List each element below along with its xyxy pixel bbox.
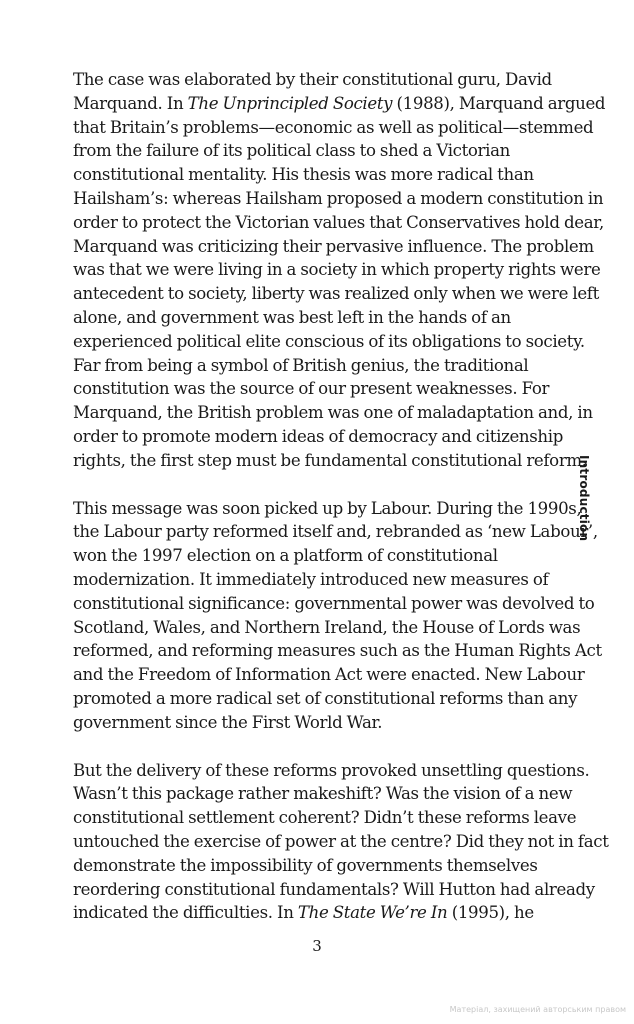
text-line	[73, 68, 573, 92]
text-segment: The case was elaborated by their constitutional guru, David	[73, 70, 552, 89]
text-line	[73, 687, 578, 711]
text-line	[73, 377, 573, 401]
text-segment: Marquand was criticizing their pervasive influence. The problem	[73, 236, 594, 256]
text-segment: Scotland, Wales, and Northern Ireland, the House of Lords was	[73, 617, 581, 637]
text-segment: the Labour party reformed itself and, rebranded as ‘new Labour’,	[73, 522, 598, 542]
copyright-watermark: Матеріал, захищений авторським правом	[449, 1005, 626, 1014]
text-segment: untouched the exercise of power at the centre? Did they not in fact	[73, 831, 609, 851]
text-segment: Marquand, the British problem was one of maladaptation and, in	[73, 403, 593, 423]
text-line	[73, 401, 593, 425]
text-segment: indicated the difficulties. In	[73, 903, 298, 923]
text-line	[73, 449, 587, 473]
paragraph	[73, 759, 609, 926]
text-segment: Marquand. In	[73, 93, 188, 113]
text-line	[73, 187, 604, 211]
text-line	[73, 830, 609, 854]
text-segment: constitutional significance: governmental power was devolved to	[73, 593, 595, 613]
text-line	[73, 425, 573, 449]
text-line	[73, 235, 594, 259]
text-segment: order to promote modern ideas of democracy and citizenship	[73, 426, 564, 446]
text-line	[73, 139, 573, 163]
text-line	[73, 282, 599, 306]
text-line	[73, 354, 573, 378]
book-title: The State We’re In	[297, 903, 448, 923]
text-segment: constitutional mentality. His thesis was more radical than	[73, 165, 534, 185]
text-segment: modernization. It immediately introduced new measures of	[73, 569, 549, 589]
text-line	[73, 258, 601, 282]
text-line	[73, 782, 573, 806]
text-line	[73, 211, 604, 235]
text-line	[73, 163, 573, 187]
text-line	[73, 544, 573, 568]
book-title: The Unprincipled Society	[187, 93, 393, 113]
text-line	[73, 592, 595, 616]
text-line	[73, 497, 582, 521]
text-segment: (1988), Marquand argued	[392, 93, 606, 113]
text-line	[73, 711, 573, 735]
text-segment: and the Freedom of Information Act were enacted. New Labour	[73, 665, 585, 685]
text-segment: (1995), he	[447, 903, 534, 923]
text-line	[73, 330, 585, 354]
text-segment: constitution was the source of our present weaknesses. For	[73, 379, 550, 399]
text-segment: alone, and government was best left in the hands of an	[73, 307, 511, 327]
text-segment: Far from being a symbol of British genius, the traditional	[73, 355, 529, 375]
text-segment: antecedent to society, liberty was realized only when we were left	[73, 284, 599, 304]
text-segment: order to protect the Victorian values that Conservatives hold dear,	[73, 212, 604, 232]
text-line	[73, 639, 602, 663]
text-segment: promoted a more radical set of constitutional reforms than any	[73, 688, 578, 708]
text-line	[73, 568, 573, 592]
text-segment: won the 1997 election on a platform of constitutional	[73, 546, 498, 566]
text-segment: from the failure of its political class to shed a Victorian	[73, 141, 510, 161]
text-segment: was that we were living in a society in which property rights were	[73, 260, 601, 280]
text-line	[73, 663, 585, 687]
text-line	[73, 854, 573, 878]
text-line	[73, 616, 581, 640]
text-line	[73, 806, 577, 830]
text-segment: government since the First World War.	[73, 712, 383, 732]
text-line	[73, 878, 595, 902]
text-segment: that Britain’s problems—economic as well as political—stemmed	[73, 117, 594, 137]
text-line	[73, 92, 606, 116]
text-segment: demonstrate the impossibility of governments themselves	[73, 855, 538, 875]
paragraph	[73, 68, 606, 473]
text-line	[73, 520, 598, 544]
text-segment: This message was soon picked up by Labour. During the 1990s,	[73, 498, 582, 518]
text-segment: rights, the first step must be fundamental constitutional reform.	[73, 450, 587, 470]
text-segment: But the delivery of these reforms provoked unsettling questions.	[73, 760, 590, 780]
text-line	[73, 306, 573, 330]
text-segment: reordering constitutional fundamentals? Will Hutton had already	[73, 879, 595, 899]
text-segment: experienced political elite conscious of its obligations to society.	[73, 331, 585, 351]
text-line	[73, 116, 594, 140]
text-segment: Hailsham’s: whereas Hailsham proposed a modern constitution in	[73, 188, 604, 208]
running-head: Introduction	[577, 455, 591, 542]
text-line	[73, 759, 590, 783]
text-segment: Wasn’t this package rather makeshift? Was the vision of a new	[73, 784, 573, 804]
text-segment: reformed, and reforming measures such as the Human Rights Act	[73, 641, 602, 661]
text-segment: constitutional settlement coherent? Didn’t these reforms leave	[73, 808, 577, 828]
page-number: 3	[312, 937, 322, 955]
text-line	[73, 901, 573, 925]
